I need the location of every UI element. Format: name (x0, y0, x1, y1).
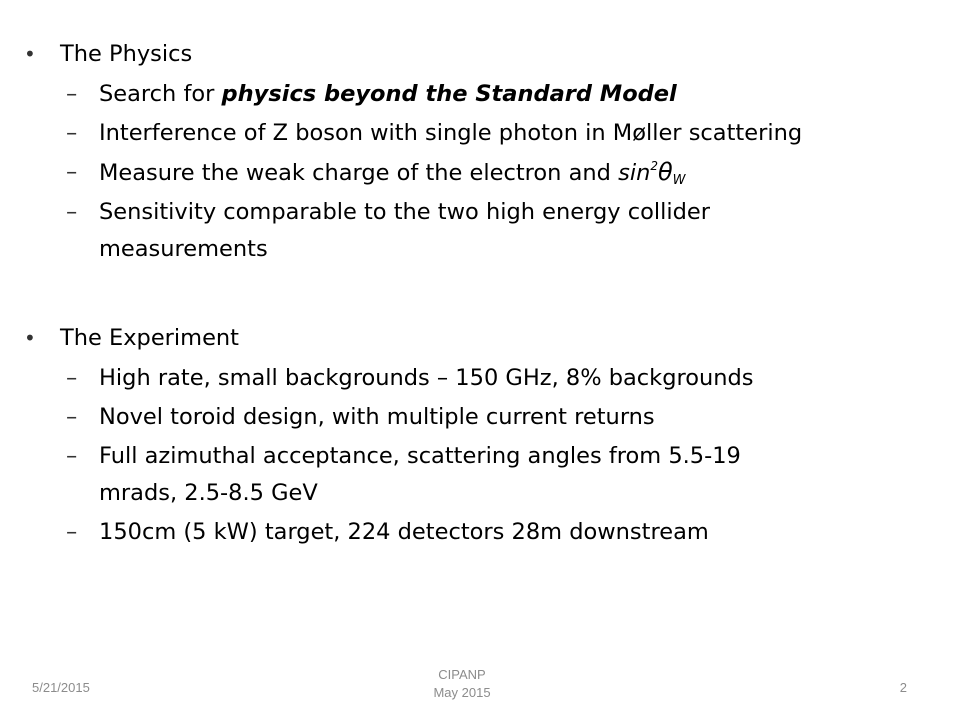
sub-bullet-rate (22, 360, 942, 397)
dash-icon: – (66, 519, 78, 545)
item-emphasis: physics beyond the Standard Model (221, 81, 677, 107)
dash-icon: – (66, 404, 78, 430)
bullet-list (22, 34, 942, 551)
page-number: 2 (899, 680, 907, 695)
footer-date: 5/21/2015 (32, 680, 90, 695)
heading-text: The Experiment (60, 325, 240, 351)
superscript-2: 2 (650, 159, 658, 173)
sub-bullet-acceptance (22, 438, 942, 512)
dash-icon: – (66, 81, 78, 107)
item-text-line1: Full azimuthal acceptance, scattering angles from 5.5-19 (99, 443, 741, 469)
section-experiment (22, 318, 942, 551)
item-text-line2: measurements (99, 236, 268, 262)
dash-icon: – (66, 365, 78, 391)
dash-icon: – (66, 443, 78, 469)
item-text: Measure the weak charge of the electron and (99, 160, 619, 186)
item-text-line1: Sensitivity comparable to the two high energy collider (99, 199, 710, 225)
footer-conference: CIPANP (438, 667, 486, 682)
dash-icon: – (66, 199, 78, 225)
sub-bullet-interference (22, 115, 942, 152)
sub-bullet-toroid (22, 399, 942, 436)
footer-center (0, 666, 924, 702)
sub-bullet-weak-charge (22, 154, 942, 192)
item-text: Search for (99, 81, 222, 107)
slide-footer (0, 660, 960, 710)
sub-bullet-search (22, 76, 942, 113)
item-text: 150cm (5 kW) target, 224 detectors 28m downstream (99, 519, 709, 545)
bullet-heading-physics (22, 34, 942, 74)
dash-icon: – (66, 120, 78, 146)
footer-month: May 2015 (433, 685, 491, 700)
sub-bullet-sensitivity (22, 194, 942, 268)
section-physics (22, 34, 942, 268)
sub-bullet-target (22, 514, 942, 551)
subscript-w: W (672, 173, 686, 188)
sin-text: sin (618, 160, 651, 186)
bullet-dot-icon: • (24, 326, 36, 350)
theta-symbol: θ (657, 158, 673, 186)
item-text: High rate, small backgrounds – 150 GHz, 8% backgrounds (99, 365, 754, 391)
dash-icon: – (66, 159, 78, 185)
bullet-dot-icon: • (24, 42, 36, 66)
heading-text: The Physics (60, 41, 193, 67)
bullet-heading-experiment (22, 318, 942, 358)
item-text: Interference of Z boson with single photon in Møller scattering (99, 120, 803, 146)
item-text: Novel toroid design, with multiple current returns (99, 404, 655, 430)
item-text-line2: mrads, 2.5-8.5 GeV (99, 480, 318, 506)
